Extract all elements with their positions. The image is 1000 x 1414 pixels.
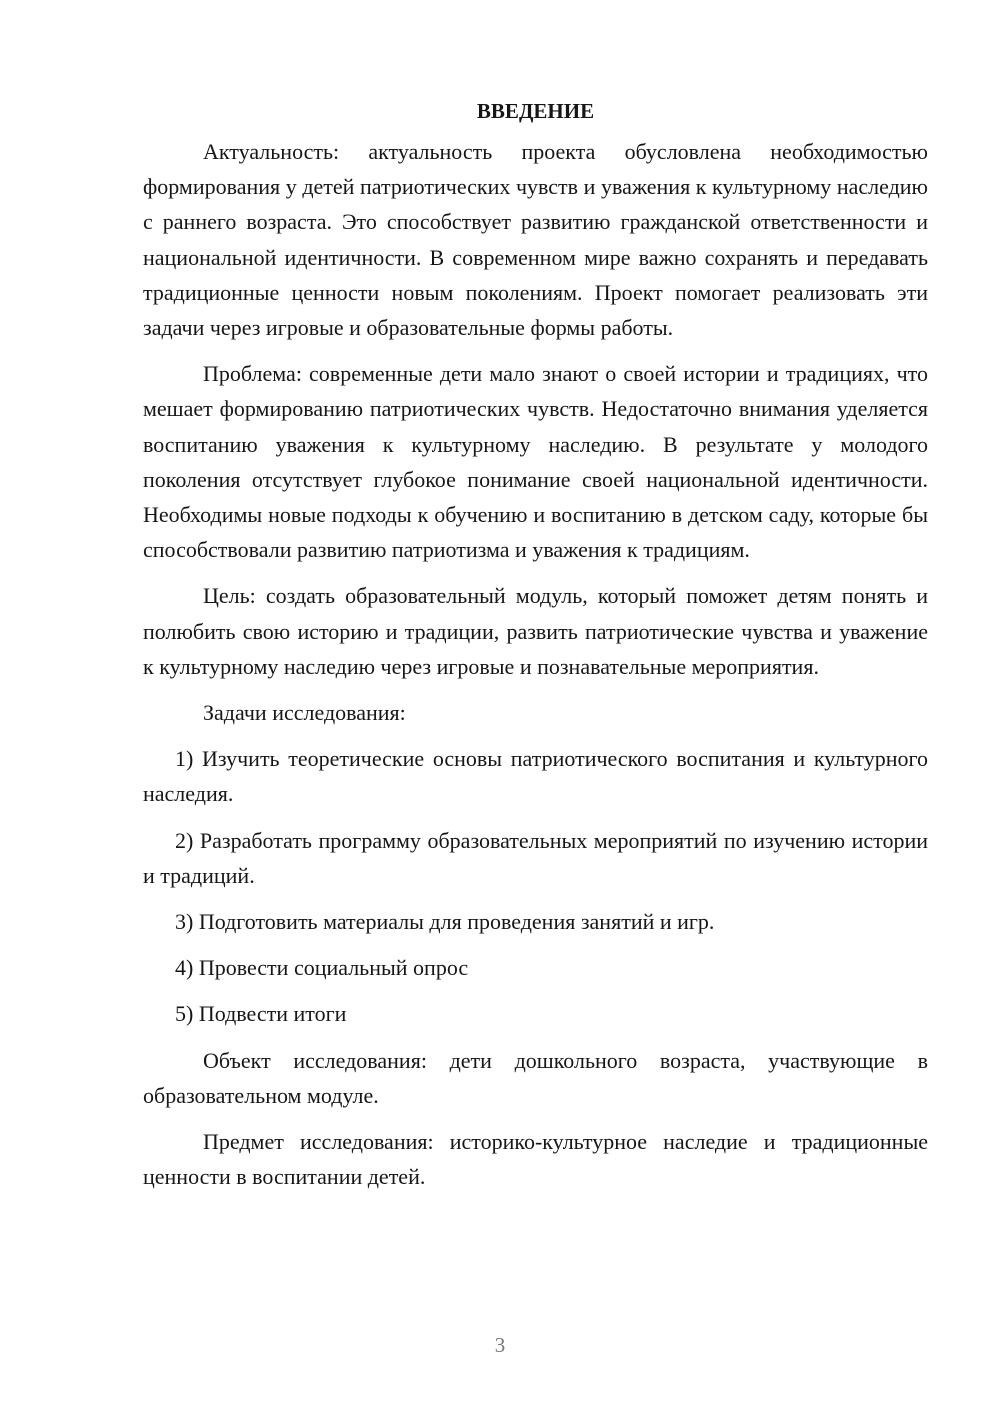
paragraph-object: Объект исследования: дети дошкольного возраста, участвующие в образовательном модуле. [143, 1047, 928, 1108]
document-body [143, 94, 928, 1194]
paragraph-problem: Проблема: современные дети мало знают о своей истории и традициях, что мешает формированию патриотических чувств. Недостаточно внимания уделяется воспитанию уважения к культурному наследию. В результате у молодого поколения отсутствует глубокое понимание своей национальной идентичности. Необходимы новые подходы к обучению и воспитанию в детском саду, которые бы способствовали развитию патриотизма и уважения к традициям. [143, 361, 928, 563]
task-item: 4) Провести социальный опрос [175, 955, 469, 981]
task-item: 5) Подвести итоги [175, 1001, 347, 1027]
paragraph-subject: Предмет исследования: историко-культурное наследие и традиционные ценности в воспитании детей. [143, 1129, 928, 1190]
task-item: 1) Изучить теоретические основы патриотического воспитания и культурного наследия. [143, 746, 928, 807]
page-title: ВВЕДЕНИЕ [476, 99, 595, 123]
paragraph-goal: Цель: создать образовательный модуль, который поможет детям понять и полюбить свою историю и традиции, развить патриотические чувства и уважение к культурному наследию через игровые и познавательные мероприятия. [143, 583, 928, 679]
tasks-heading: Задачи исследования: [203, 700, 406, 726]
paragraph-relevance: Актуальность: актуальность проекта обусловлена необходимостью формирования у детей патриотических чувств и уважения к культурному наследию с раннего возраста. Это способствует развитию гражданской ответственности и национальной идентичности. В современном мире важно сохранять и передавать традиционные ценности новым поколениям. Проект помогает реализовать эти задачи через игровые и образовательные формы работы. [143, 139, 928, 341]
task-item: 3) Подготовить материалы для проведения занятий и игр. [175, 909, 715, 935]
task-item: 2) Разработать программу образовательных мероприятий по изучению истории и традиций. [143, 827, 928, 888]
page-number: 3 [494, 1333, 506, 1357]
